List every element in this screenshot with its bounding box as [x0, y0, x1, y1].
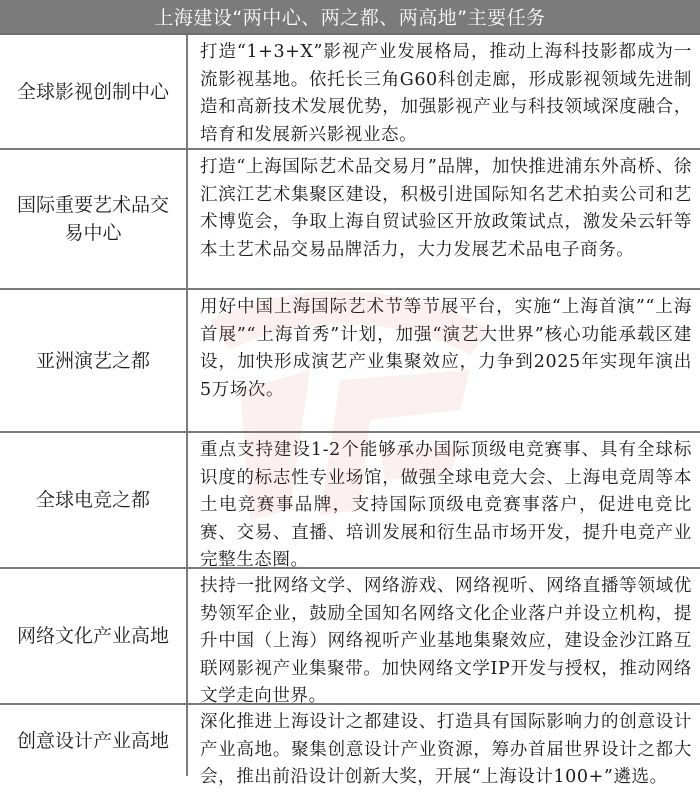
task-table	[0, 33, 700, 787]
row-name: 全球电竞之都	[0, 433, 188, 567]
row-description: 打造“上海国际艺术品交易月”品牌，加快推进浦东外高桥、徐汇滨江艺术集聚区建设，积极引进国际知名艺术拍卖公司和艺术博览会，争取上海自贸试验区开放政策试点，激发朵云轩等本土艺术品交易品牌活力，大力发展艺术品电子商务。	[200, 157, 692, 260]
table-row	[0, 569, 700, 705]
row-description: 打造“1+3+X”影视产业发展格局，推动上海科技影都成为一流影视基地。依托长三角G60科创走廊，形成影视领域先进制造和高新技术发展优势，加强影视产业与科技领域深度融合，培育和发展新兴影视业态。	[200, 42, 692, 145]
row-name: 全球影视创制中心	[0, 35, 188, 148]
row-name: 国际重要艺术品交易中心	[0, 150, 188, 288]
row-description: 深化推进上海设计之都建设、打造具有国际影响力的创意设计产业高地。聚集创意设计产业资源，筹办首届世界设计之都大会，推出前沿设计创新大奖，开展“上海设计100+”遴选。	[200, 712, 692, 787]
row-name: 网络文化产业高地	[0, 569, 188, 703]
table-row	[0, 150, 700, 290]
row-name: 亚洲演艺之都	[0, 290, 188, 431]
row-description: 扶持一批网络文学、网络游戏、网络视听、网络直播等领域优势领军企业，鼓励全国知名网络文化企业落户并设立机构，提升中国（上海）网络视听产业基地集聚效应，建设金沙江路互联网影视产业集聚带。加快网络文学IP开发与授权，推动网络文学走向世界。	[200, 576, 692, 706]
row-description: 重点支持建设1-2个能够承办国际顶级电竞赛事、具有全球标识度的标志性专业场馆，做强全球电竞大会、上海电竞周等本土电竞赛事品牌，支持国际顶级电竞赛事落户，促进电竞比赛、交易、直播、培训发展和衍生品市场开发，提升电竞产业完整生态圈。	[200, 440, 692, 570]
row-name: 创意设计产业高地	[0, 705, 188, 776]
table-title: 上海建设“两中心、两之都、两高地”主要任务	[0, 0, 700, 33]
table-row	[0, 35, 700, 150]
row-description: 用好中国上海国际艺术节等节展平台，实施“上海首演”“上海首展”“上海首秀”计划，加强“演艺大世界”核心功能承载区建设，加快形成演艺产业集聚效应，力争到2025年实现年演出5万场次。	[200, 297, 692, 400]
table-row	[0, 290, 700, 433]
table-row	[0, 705, 700, 787]
table-row	[0, 433, 700, 569]
